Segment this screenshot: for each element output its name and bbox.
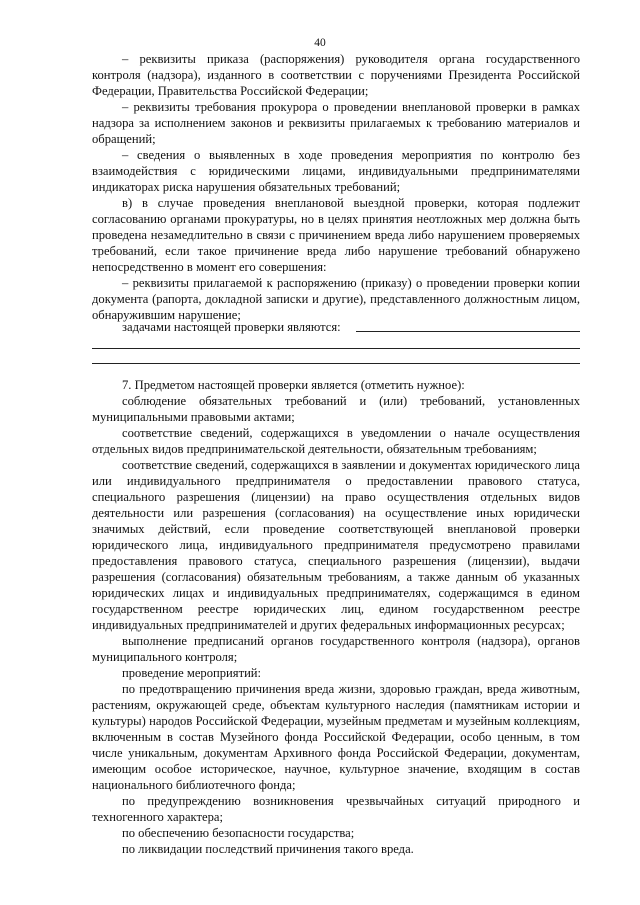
paragraph: – реквизиты приказа (распоряжения) руководителя органа государственного контроля (надзора), изданного в соответствии с поручениями Президента Российской Федерации, Правительства Российской Федерации; (92, 52, 580, 98)
paragraph: соответствие сведений, содержащихся в уведомлении о начале осуществления отдельных видов предпринимательской деятельности, обязательным требованиям; (92, 426, 580, 456)
paragraph: выполнение предписаний органов государственного контроля (надзора), органов муниципального контроля; (92, 634, 580, 664)
paragraph: по обеспечению безопасности государства; (122, 826, 355, 840)
subject-section (92, 377, 580, 857)
fill-line (92, 348, 580, 349)
paragraph: проведение мероприятий: (122, 666, 262, 680)
paragraph: соответствие сведений, содержащихся в заявлении и документах юридического лица или индивидуального предпринимателя о предоставлении правового статуса, специального разрешения (лицензии) на право осуществления отдельных видов деятельности или разрешения (согласования) на осуществление иных юридически значимых действий, если проведение соответствующей внеплановой проверки юридического лица, индивидуального предпринимателя предусмотрено правилами предоставления правового статуса, специального разрешения (лицензии), выдачи разрешения (согласования) обязательным требованиям, а также данным об указанных юридических лицах и индивидуальных предпринимателях, содержащимся в едином государственном реестре юридических лиц, едином государственном реестре индивидуальных предпринимателей и других федеральных информационных ресурсах; (92, 458, 580, 632)
paragraph: по предупреждению возникновения чрезвычайных ситуаций природного и техногенного характера; (92, 794, 580, 824)
paragraph: – сведения о выявленных в ходе проведения мероприятия по контролю без взаимодействия с юридическими лицами, индивидуальными предпринимателями индикаторах риска нарушения обязательных требований; (92, 148, 580, 194)
paragraph: – реквизиты прилагаемой к распоряжению (приказу) о проведении проверки копии документа (рапорта, докладной записки и другие), представленного должностным лицом, обнаружившим нарушение; (92, 276, 580, 322)
paragraph: соблюдение обязательных требований и (или) требований, установленных муниципальными правовыми актами; (92, 394, 580, 424)
fill-line (356, 331, 580, 332)
paragraph: – реквизиты требования прокурора о проведении внеплановой проверки в рамках надзора за исполнением законов и реквизиты прилагаемых к требованию материалов и обращений; (92, 100, 580, 146)
fill-line (92, 363, 580, 364)
tasks-label: задачами настоящей проверки являются: (122, 320, 341, 334)
paragraph: по ликвидации последствий причинения такого вреда. (122, 842, 414, 856)
paragraph: в) в случае проведения внеплановой выездной проверки, которая подлежит согласованию органами прокуратуры, но в целях принятия неотложных мер должна быть проведена незамедлительно в связи с причинением вреда либо нарушением проверяемых требований, если такое причинение вреда либо нарушение требований обнаружено непосредственно в момент его совершения: (92, 196, 580, 274)
requisites-section (92, 51, 580, 323)
page-number: 40 (314, 37, 326, 49)
section-heading: 7. Предметом настоящей проверки является (отметить нужное): (122, 378, 465, 392)
paragraph: по предотвращению причинения вреда жизни, здоровью граждан, вреда животным, растениям, окружающей среде, объектам культурного наследия (памятникам истории и культуры) народов Российской Федерации, музейным предметам и музейным коллекциям, включенным в состав Музейного фонда Российской Федерации, особо ценным, в том числе уникальным, документам Архивного фонда Российской Федерации, документам, имеющим особое историческое, научное, культурное значение, входящим в состав национального библиотечного фонда; (92, 682, 580, 792)
